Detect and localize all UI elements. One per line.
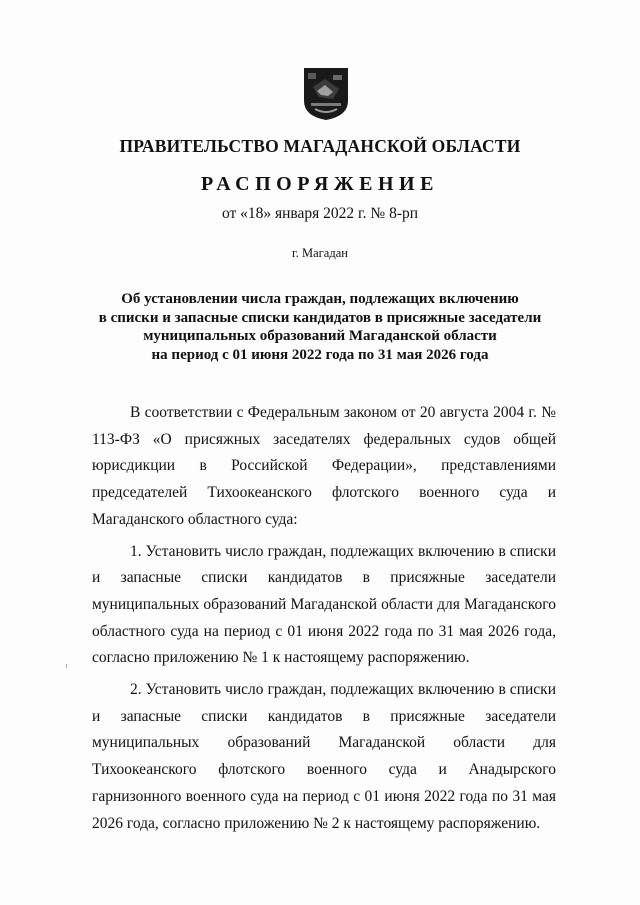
preamble-paragraph: В соответствии с Федеральным законом от 20 августа 2004 г. № 113-ФЗ «О присяжных заседателях федеральных судов общей юрисдикции в Российской Федерации», представлениями председателей Тихоокеанского флотского военного суда и Магаданского областного суда: xyxy=(92,404,556,528)
document-type: РАСПОРЯЖЕНИЕ xyxy=(201,173,439,195)
item-1-paragraph: 1. Установить число граждан, подлежащих включению в списки и запасные списки кандидатов в присяжные заседатели муниципальных образований Магаданской области для Магаданского областного суда на период с 01 июня 2022 года по 31 мая 2026 года, согласно приложению № 1 к настоящему распоряжению. xyxy=(92,542,556,667)
document-city: г. Магадан xyxy=(292,246,348,260)
subject-line: Об установлении числа граждан, подлежащих включению xyxy=(121,291,519,307)
item-2-paragraph: 2. Установить число граждан, подлежащих включению в списки и запасные списки кандидатов в присяжные заседатели муниципальных образований Магаданской области для Тихоокеанского флотского военного суда и Анадырского гарнизонного военного суда на период с 01 июня 2022 года по 31 мая 2026 года, согласно приложению № 2 к настоящему распоряжению. xyxy=(92,681,556,832)
subject-line: муниципальных образований Магаданской области xyxy=(143,328,497,345)
subject-line: в списки и запасные списки кандидатов в присяжные заседатели xyxy=(98,309,542,326)
document-date-number: от «18» января 2022 г. № 8-рп xyxy=(221,205,419,222)
document-body xyxy=(92,400,556,842)
scan-mark xyxy=(66,664,67,668)
document-subject xyxy=(0,290,640,364)
government-title: ПРАВИТЕЛЬСТВО МАГАДАНСКОЙ ОБЛАСТИ xyxy=(119,136,521,156)
coat-of-arms-icon xyxy=(303,67,349,121)
subject-line: на период с 01 июня 2022 года по 31 мая 2026 года xyxy=(151,346,489,363)
